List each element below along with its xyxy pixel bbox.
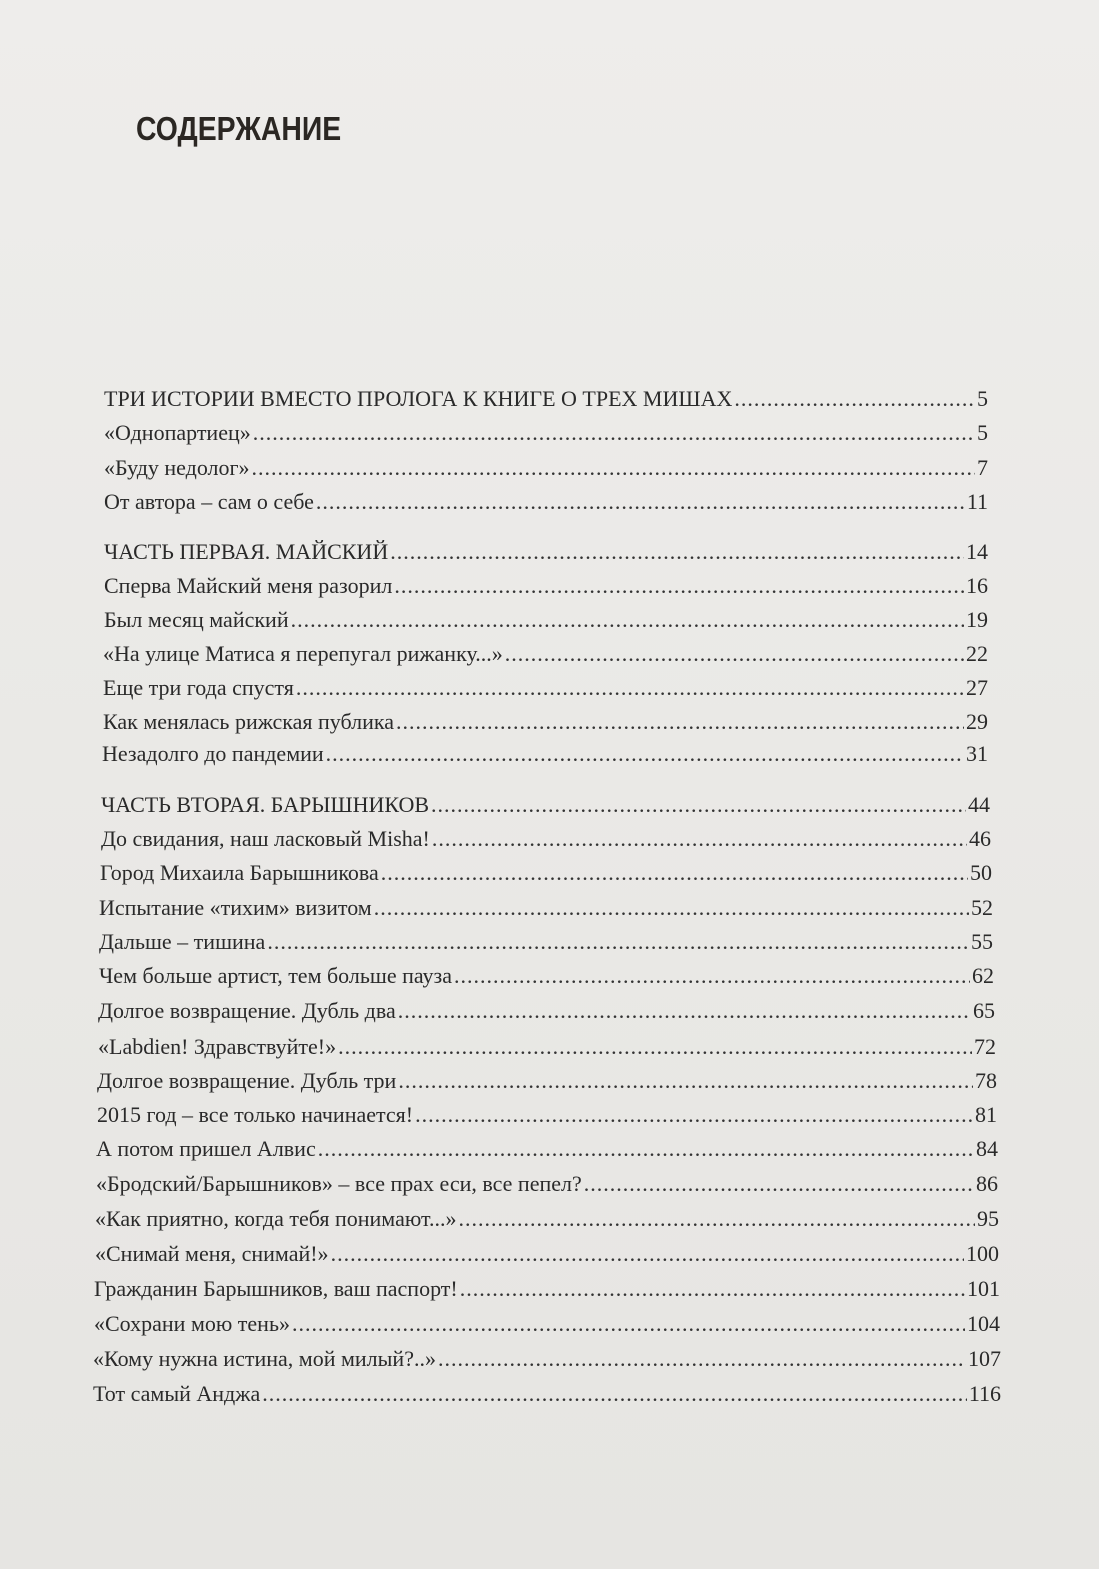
toc-entry	[95, 1241, 999, 1267]
toc-entry-page-number: 29	[966, 709, 988, 734]
toc-entry	[104, 539, 988, 565]
dot-leader	[584, 1171, 974, 1197]
toc-entry-page-number: 81	[975, 1102, 997, 1127]
toc-entry	[98, 1034, 996, 1060]
toc-entry-title: Дальше – тишина	[99, 929, 266, 954]
toc-entry	[104, 455, 988, 481]
dot-leader	[460, 1276, 965, 1302]
toc-entry-page-number: 65	[973, 998, 995, 1023]
toc-entry-page-number: 7	[977, 455, 988, 480]
toc-entry-title: Чем больше артист, тем больше пауза	[99, 963, 452, 988]
dot-leader	[267, 929, 969, 955]
toc-entry-title: А потом пришел Алвис	[96, 1136, 316, 1161]
toc-entry-page-number: 19	[966, 607, 988, 632]
toc-entry-title: 2015 год – все только начинается!	[97, 1102, 414, 1127]
toc-entry	[104, 489, 988, 515]
toc-entry-page-number: 14	[966, 539, 988, 564]
toc-entry-title: Долгое возвращение. Дубль три	[97, 1068, 397, 1093]
toc-entry	[97, 1102, 997, 1128]
toc-entry-title: «Бродский/Барышников» – все прах еси, все пепел?	[96, 1171, 582, 1196]
toc-entry-title: «Кому нужна истина, мой милый?..»	[93, 1346, 436, 1371]
toc-entry	[104, 607, 988, 633]
toc-entry-title: «Однопартиец»	[104, 420, 251, 445]
dot-leader	[381, 860, 968, 886]
toc-entry	[97, 1068, 997, 1094]
dot-leader	[432, 826, 967, 852]
toc-entry-page-number: 22	[966, 641, 988, 666]
dot-leader	[431, 792, 966, 818]
toc-entry-title: Сперва Майский меня разорил	[104, 573, 393, 598]
toc-entry-page-number: 86	[976, 1171, 998, 1196]
dot-leader	[331, 1241, 964, 1267]
dot-leader	[253, 420, 975, 446]
toc-entry-title: Был месяц майский	[104, 607, 289, 632]
toc-entry	[96, 1136, 998, 1162]
toc-entry	[99, 963, 994, 989]
dot-leader	[415, 1102, 973, 1128]
toc-entry-title: От автора – сам о себе	[104, 489, 314, 514]
toc-entry	[100, 860, 992, 886]
dot-leader	[394, 573, 964, 599]
toc-entry-title: Тот самый Анджа	[93, 1381, 261, 1406]
toc-entry-title: ТРИ ИСТОРИИ ВМЕСТО ПРОЛОГА К КНИГЕ О ТРЕХ МИШАХ	[104, 386, 733, 411]
toc-entry-page-number: 107	[968, 1346, 1001, 1371]
dot-leader	[374, 895, 969, 921]
toc-entry	[99, 929, 993, 955]
toc-entry	[104, 386, 988, 412]
toc-entry-page-number: 27	[966, 675, 988, 700]
toc-entry-page-number: 50	[970, 860, 992, 885]
toc-entry-title: Еще три года спустя	[103, 675, 294, 700]
toc-entry	[93, 1346, 1001, 1372]
toc-entry	[103, 675, 988, 701]
toc-entry-page-number: 62	[972, 963, 994, 988]
toc-entry-page-number: 16	[966, 573, 988, 598]
toc-entry-page-number: 11	[966, 489, 988, 514]
toc-entry-page-number: 116	[968, 1381, 1001, 1406]
toc-entry-page-number: 31	[966, 741, 988, 766]
toc-entry	[104, 420, 988, 446]
toc-entry-page-number: 72	[974, 1034, 996, 1059]
toc-entry-page-number: 5	[977, 420, 988, 445]
toc-entry-page-number: 104	[967, 1311, 1000, 1336]
toc-entry	[94, 1276, 1000, 1302]
toc-entry	[103, 709, 988, 735]
dot-leader	[326, 741, 964, 767]
dot-leader	[505, 641, 964, 667]
toc-entry-page-number: 101	[967, 1276, 1000, 1301]
toc-entry-title: ЧАСТЬ ВТОРАЯ. БАРЫШНИКОВ	[101, 792, 430, 817]
toc-entry-title: Незадолго до пандемии	[102, 741, 324, 766]
toc-entry-title: «На улице Матиса я перепугал рижанку...»	[103, 641, 503, 666]
toc-entry	[101, 826, 991, 852]
contents-heading: СОДЕРЖАНИЕ	[136, 110, 342, 147]
toc-entry-title: Испытание «тихим» визитом	[99, 895, 372, 920]
toc-entry-title: «Как приятно, когда тебя понимают...»	[95, 1206, 457, 1231]
toc-entry-title: До свидания, наш ласковый Misha!	[101, 826, 430, 851]
toc-entry-title: ЧАСТЬ ПЕРВАЯ. МАЙСКИЙ	[104, 539, 389, 564]
toc-entry-page-number: 55	[971, 929, 993, 954]
dot-leader	[396, 709, 964, 735]
dot-leader	[296, 675, 964, 701]
toc-entry-page-number: 46	[969, 826, 991, 851]
toc-entry	[98, 998, 995, 1024]
toc-entry-title: Долгое возвращение. Дубль два	[98, 998, 396, 1023]
dot-leader	[734, 386, 975, 412]
dot-leader	[318, 1136, 974, 1162]
dot-leader	[252, 455, 975, 481]
dot-leader	[291, 607, 964, 633]
toc-entry-page-number: 44	[968, 792, 990, 817]
toc-entry-page-number: 5	[977, 386, 988, 411]
toc-entry-page-number: 84	[976, 1136, 998, 1161]
dot-leader	[338, 1034, 972, 1060]
toc-entry-page-number: 52	[971, 895, 993, 920]
dot-leader	[262, 1381, 967, 1407]
toc-entry	[103, 641, 988, 667]
toc-entry	[96, 1171, 998, 1197]
toc-entry-title: «Сохрани мою тень»	[94, 1311, 290, 1336]
toc-entry-page-number: 78	[975, 1068, 997, 1093]
toc-entry	[94, 1311, 1000, 1337]
toc-entry	[102, 741, 988, 767]
dot-leader	[390, 539, 964, 565]
toc-entry	[99, 895, 993, 921]
toc-entry	[101, 792, 990, 818]
toc-entry-title: Как менялась рижская публика	[103, 709, 395, 734]
dot-leader	[292, 1311, 965, 1337]
dot-leader	[316, 489, 965, 515]
toc-entry-title: «Буду недолог»	[104, 455, 250, 480]
toc-entry-title: «Снимай меня, снимай!»	[95, 1241, 329, 1266]
toc-entry-title: Город Михаила Барышникова	[100, 860, 379, 885]
dot-leader	[458, 1206, 975, 1232]
toc-entry	[93, 1381, 1001, 1407]
dot-leader	[398, 1068, 973, 1094]
toc-entry	[104, 573, 988, 599]
toc-entry-title: Гражданин Барышников, ваш паспорт!	[94, 1276, 458, 1301]
toc-entry-page-number: 100	[966, 1241, 999, 1266]
dot-leader	[438, 1346, 966, 1372]
dot-leader	[398, 998, 971, 1024]
toc-entry-title: «Labdien! Здравствуйте!»	[98, 1034, 337, 1059]
toc-entry-page-number: 95	[977, 1206, 999, 1231]
dot-leader	[454, 963, 970, 989]
toc-entry	[95, 1206, 999, 1232]
